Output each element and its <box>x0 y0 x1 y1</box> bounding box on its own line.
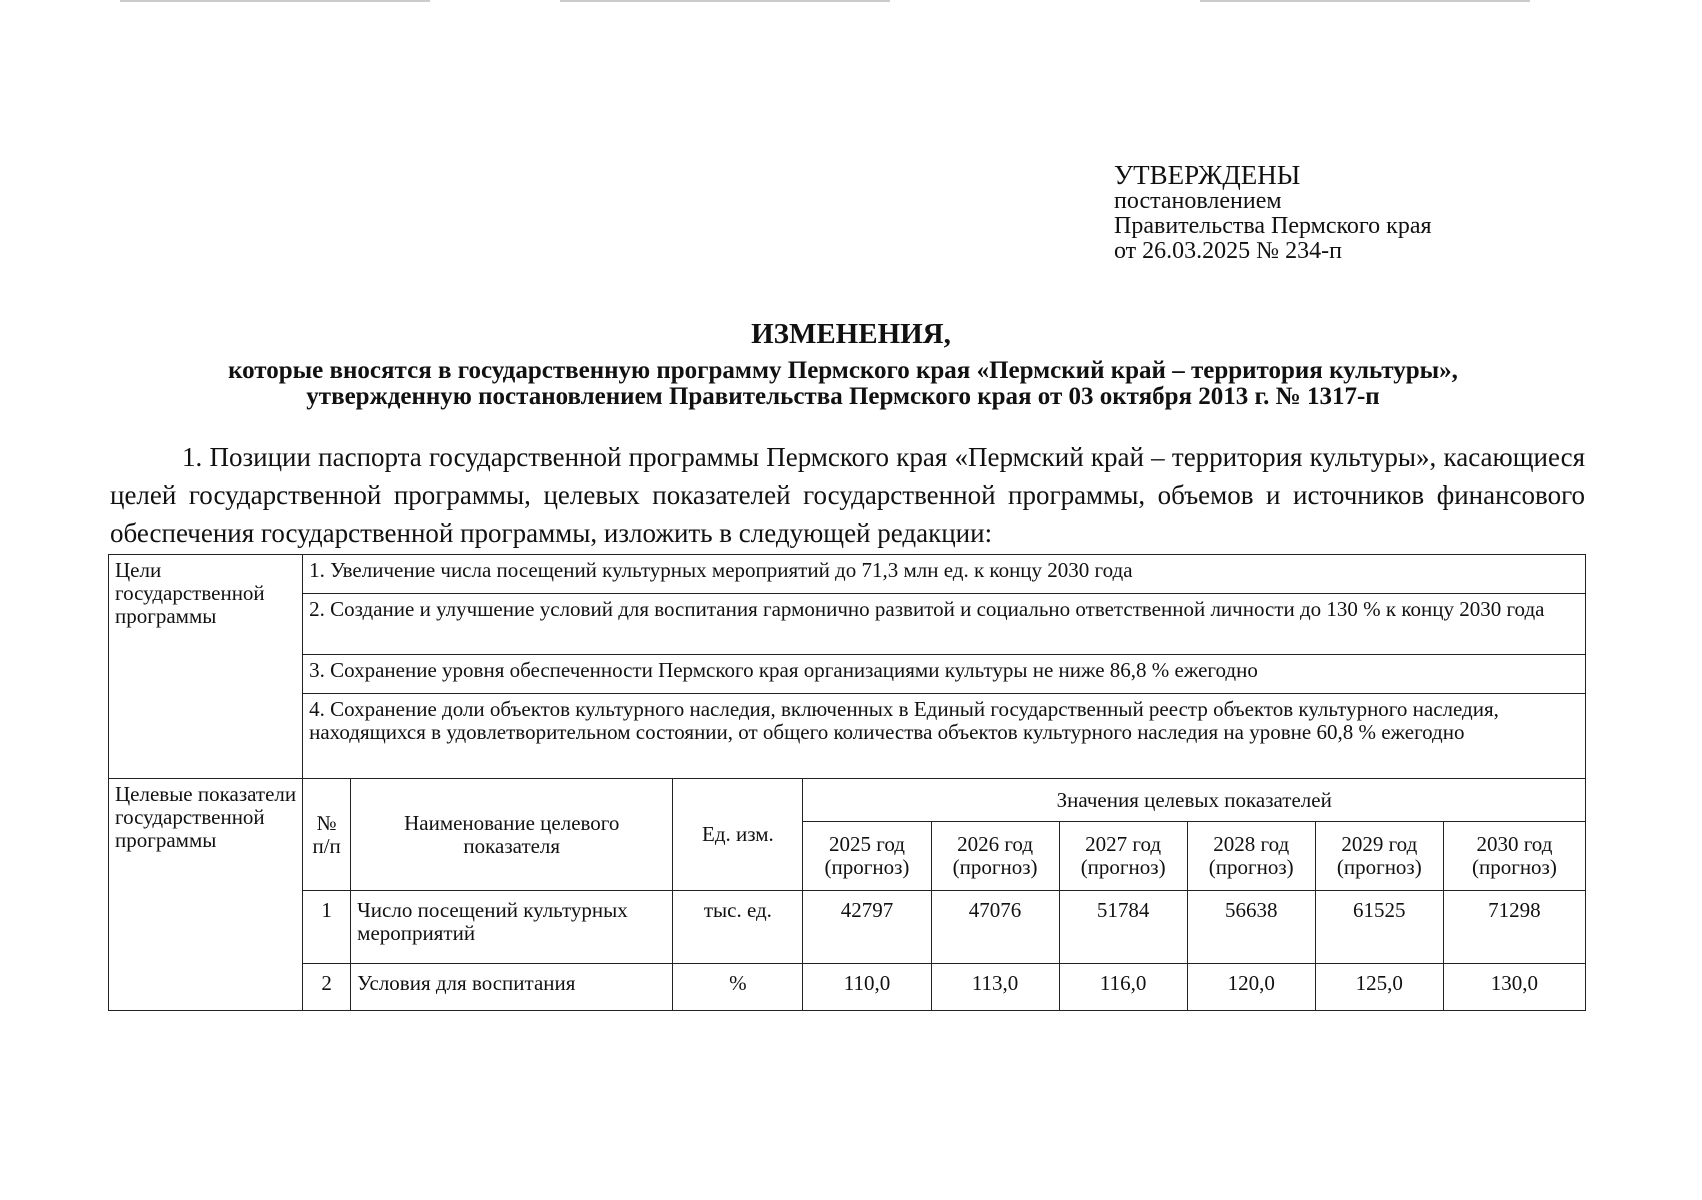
row-num: 1 <box>303 891 351 964</box>
goals-label: Цели государственной программы <box>109 555 303 779</box>
year-header: 2025 год (прогноз) <box>803 822 931 891</box>
col-header-unit: Ед. изм. <box>673 779 803 891</box>
goal-item: 2. Создание и улучшение условий для воспитания гармонично развитой и социально ответственной личности до 130 % к концу 2030 года <box>303 594 1586 655</box>
row-value: 71298 <box>1443 891 1585 964</box>
goal-item: 3. Сохранение уровня обеспеченности Пермского края организациями культуры не ниже 86,8 % ежегодно <box>303 655 1586 694</box>
year-header: 2026 год (прогноз) <box>931 822 1059 891</box>
row-unit: % <box>673 964 803 1011</box>
row-num: 2 <box>303 964 351 1011</box>
col-header-num: № п/п <box>303 779 351 891</box>
year-header: 2029 год (прогноз) <box>1315 822 1443 891</box>
approval-line: от 26.03.2025 № 234-п <box>1114 238 1342 264</box>
program-passport-table <box>108 554 1586 1011</box>
row-value: 51784 <box>1059 891 1187 964</box>
row-value: 61525 <box>1315 891 1443 964</box>
goal-row <box>109 655 1586 694</box>
intro-paragraph: 1. Позиции паспорта государственной программы Пермского края «Пермский край – территория культуры», касающиеся целей государственной программы, целевых показателей государственной программы, объемов и источников финансового обеспечения государственной программы, изложить в следующей редакции: <box>110 442 1585 548</box>
row-value: 113,0 <box>931 964 1059 1011</box>
subtitle-line: которые вносятся в государственную программу Пермского края «Пермский край – территория культуры», <box>228 357 1458 384</box>
row-value: 110,0 <box>803 964 931 1011</box>
document-title: ИЗМЕНЕНИЯ, <box>751 318 951 350</box>
approval-line: Правительства Пермского края <box>1114 213 1432 239</box>
col-header-values: Значения целевых показателей <box>803 779 1586 822</box>
row-value: 47076 <box>931 891 1059 964</box>
goal-row <box>109 555 1586 594</box>
row-name: Число посещений культурных мероприятий <box>351 891 673 964</box>
approval-line: постановлением <box>1114 188 1282 214</box>
row-unit: тыс. ед. <box>673 891 803 964</box>
scan-edge-line <box>1200 0 1530 2</box>
approval-title: УТВЕРЖДЕНЫ <box>1114 160 1301 190</box>
scan-edge-line <box>120 0 430 2</box>
goal-row <box>109 594 1586 655</box>
row-value: 56638 <box>1187 891 1315 964</box>
approval-stamp <box>1114 162 1432 264</box>
row-value: 130,0 <box>1443 964 1585 1011</box>
document-subtitle <box>108 358 1578 410</box>
indicators-label: Целевые показатели государственной программы <box>109 779 303 1011</box>
row-value: 42797 <box>803 891 931 964</box>
goal-item: 1. Увеличение числа посещений культурных мероприятий до 71,3 млн ед. к концу 2030 года <box>303 555 1586 594</box>
subtitle-line: утвержденную постановлением Правительства Пермского края от 03 октября 2013 г. № 1317-п <box>306 383 1380 410</box>
goal-row <box>109 694 1586 779</box>
col-header-name: Наименование целевого показателя <box>351 779 673 891</box>
table-row <box>109 891 1586 964</box>
row-value: 120,0 <box>1187 964 1315 1011</box>
table-row <box>109 964 1586 1011</box>
year-header: 2028 год (прогноз) <box>1187 822 1315 891</box>
year-header: 2027 год (прогноз) <box>1059 822 1187 891</box>
year-header: 2030 год (прогноз) <box>1443 822 1585 891</box>
goal-item: 4. Сохранение доли объектов культурного наследия, включенных в Единый государственный реестр объектов культурного наследия, находящихся в удовлетворительном состоянии, от общего количества объектов культурного наследия на уровне 60,8 % ежегодно <box>303 694 1586 779</box>
row-value: 116,0 <box>1059 964 1187 1011</box>
row-value: 125,0 <box>1315 964 1443 1011</box>
indicators-header-row <box>109 779 1586 822</box>
row-name: Условия для воспитания <box>351 964 673 1011</box>
scan-edge-line <box>560 0 890 2</box>
